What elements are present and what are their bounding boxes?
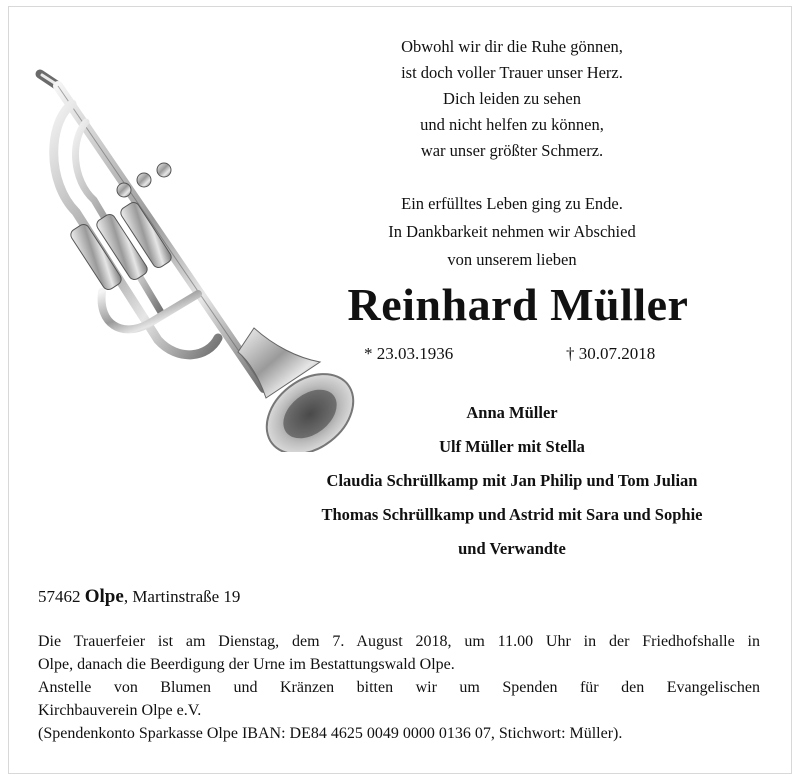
family-member: Thomas Schrüllkamp und Astrid mit Sara und Sophie (321, 505, 703, 524)
notice-line: Olpe, danach die Beerdigung der Urne im Bestattungswald Olpe. (38, 656, 455, 673)
family-member: Ulf Müller mit Stella (439, 437, 585, 456)
notice-line: Anstelle von Blumen und Kränzen bitten wir um Spenden für den Evangelischen (38, 679, 760, 696)
funeral-notice (38, 630, 760, 745)
intro-line: Ein erfülltes Leben ging zu Ende. (401, 194, 623, 213)
death-date: † 30.07.2018 (566, 344, 656, 363)
intro-line: von unserem lieben (447, 250, 577, 269)
poem (332, 34, 692, 164)
family-member: Anna Müller (466, 403, 558, 422)
intro-text (332, 190, 692, 274)
notice-line: Die Trauerfeier ist am Dienstag, dem 7. August 2018, um 11.00 Uhr in der Friedhofshalle in (38, 633, 760, 650)
poem-line: und nicht helfen zu können, (420, 115, 604, 134)
street: , Martinstraße 19 (123, 587, 241, 606)
intro-line: In Dankbarkeit nehmen wir Abschied (388, 222, 636, 241)
city: Olpe (84, 586, 124, 607)
poem-line: Dich leiden zu sehen (443, 89, 581, 108)
notice-line: Kirchbauverein Olpe e.V. (38, 702, 202, 719)
poem-line: war unser größter Schmerz. (420, 141, 604, 160)
postcode: 57462 (38, 587, 81, 606)
poem-line: Obwohl wir dir die Ruhe gönnen, (401, 37, 623, 56)
family-list (240, 396, 784, 566)
family-member: und Verwandte (458, 539, 566, 558)
poem-line: ist doch voller Trauer unser Herz. (401, 63, 623, 82)
birth-date: * 23.03.1936 (364, 344, 454, 363)
address (38, 586, 240, 608)
deceased-name: Reinhard Müller (347, 279, 689, 330)
notice-line: (Spendenkonto Sparkasse Olpe IBAN: DE84 4625 0049 0000 0136 07, Stichwort: Müller). (38, 725, 623, 742)
family-member: Claudia Schrüllkamp mit Jan Philip und Tom Julian (326, 471, 698, 490)
trumpet-icon (28, 62, 358, 452)
